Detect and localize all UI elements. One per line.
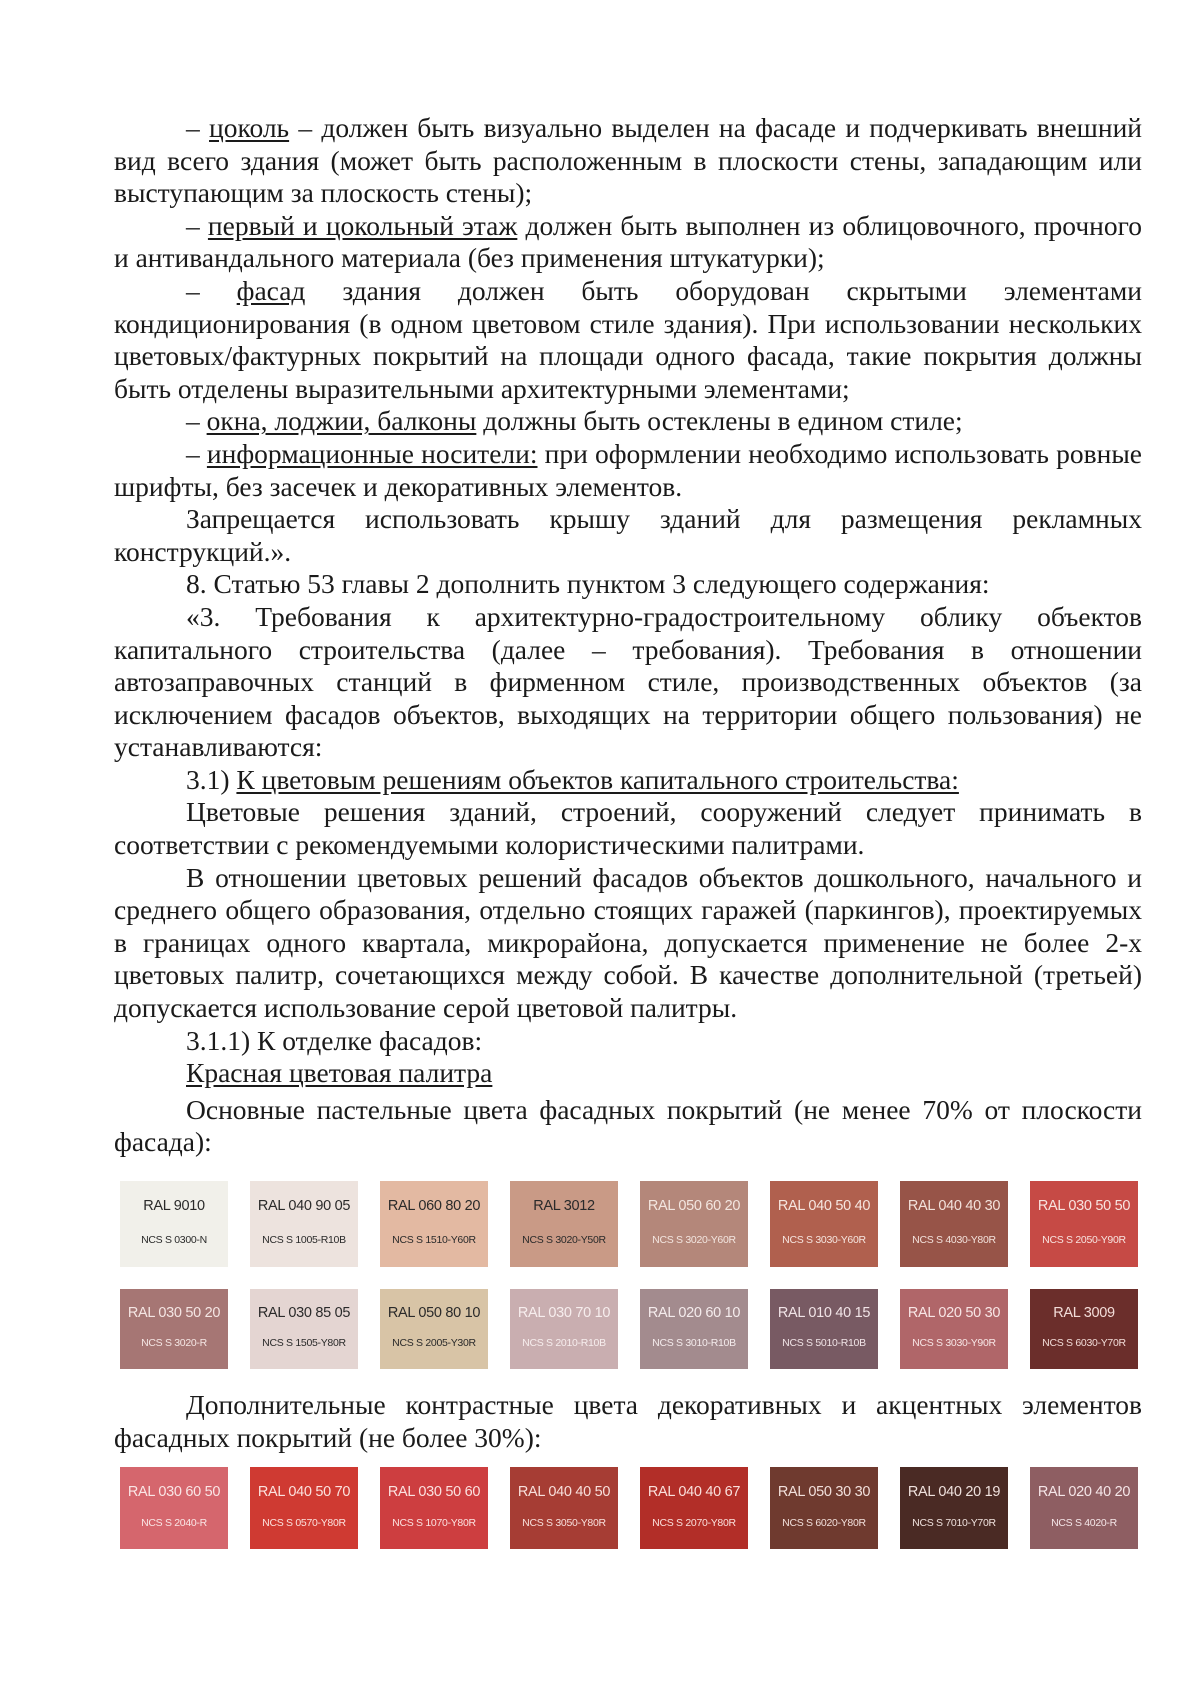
swatch-ral-code: RAL 010 40 15	[777, 1305, 871, 1321]
color-swatch	[510, 1181, 618, 1267]
swatch-ral-code: RAL 020 50 30	[907, 1305, 1001, 1321]
color-swatch	[770, 1467, 878, 1549]
swatch-ncs-code: NCS S 3010-R10B	[652, 1337, 736, 1349]
swatch-ral-code: RAL 020 40 20	[1037, 1483, 1131, 1500]
swatch-ral-code: RAL 030 50 50	[1037, 1198, 1131, 1214]
color-swatch	[250, 1181, 358, 1267]
color-swatch	[900, 1181, 1008, 1267]
paragraph-school-garages: В отношении цветовых решений фасадов объектов дошкольного, начального и среднего общего образования, отдельно стоящих гаражей (паркингов), проектируемых в границах одного квартала, микрорайона, допускается применение не более 2-х цветовых палитр, сочетающихся между собой. В качестве дополнительной (третьей) допускается использование серой цветовой палитры.	[114, 861, 1142, 1024]
swatch-ral-code: RAL 9010	[143, 1198, 205, 1214]
swatch-ncs-code: NCS S 5010-R10B	[782, 1337, 866, 1349]
color-swatch	[120, 1181, 228, 1267]
swatch-ncs-code: NCS S 4030-Y80R	[912, 1234, 996, 1246]
swatch-ral-code: RAL 040 90 05	[257, 1198, 351, 1214]
swatch-ral-code: RAL 030 50 20	[127, 1305, 221, 1321]
swatch-ral-code: RAL 030 50 60	[387, 1483, 481, 1500]
swatch-ncs-code: NCS S 2040-R	[141, 1516, 207, 1529]
swatch-ncs-code: NCS S 3030-Y90R	[912, 1337, 996, 1349]
swatch-ral-code: RAL 030 85 05	[257, 1305, 351, 1321]
swatch-ral-code: RAL 030 70 10	[517, 1305, 611, 1321]
color-swatch	[900, 1289, 1008, 1369]
heading-3-1: 3.1) К цветовым решениям объектов капитального строительства:	[186, 763, 959, 795]
swatch-ncs-code: NCS S 2050-Y90R	[1042, 1234, 1126, 1246]
swatch-ncs-code: NCS S 1070-Y80R	[392, 1516, 476, 1529]
color-swatch	[1030, 1289, 1138, 1369]
swatch-ral-code: RAL 050 80 10	[387, 1305, 481, 1321]
swatch-ncs-code: NCS S 6020-Y80R	[782, 1516, 866, 1529]
paragraph-color-solutions: Цветовые решения зданий, строений, сооружений следует принимать в соответствии с рекомендуемыми колористическими палитрами.	[114, 796, 1142, 861]
heading-3-1-1: 3.1.1) К отделке фасадов:	[186, 1024, 483, 1056]
swatch-ncs-code: NCS S 6030-Y70R	[1042, 1337, 1126, 1349]
color-swatch	[510, 1467, 618, 1549]
swatch-ral-code: RAL 030 60 50	[127, 1483, 221, 1500]
accent-palette-row	[120, 1467, 1140, 1549]
swatch-ral-code: RAL 040 40 50	[517, 1483, 611, 1500]
color-swatch	[770, 1181, 878, 1267]
paragraph-socle: – цоколь – должен быть визуально выделен на фасаде и подчеркивать внешний вид всего здания (может быть расположенным в плоскости стены, западающим или выступающим за плоскость стены);	[114, 112, 1142, 209]
swatch-ncs-code: NCS S 7010-Y70R	[912, 1516, 996, 1529]
paragraph-windows: – окна, лоджии, балконы должны быть остеклены в едином стиле;	[186, 405, 963, 437]
swatch-ral-code: RAL 050 30 30	[777, 1483, 871, 1500]
swatch-ncs-code: NCS S 2005-Y30R	[392, 1337, 476, 1349]
document-body	[114, 112, 1142, 1159]
paragraph-roof-ban: Запрещается использовать крышу зданий для размещения рекламных конструкций.».	[114, 503, 1142, 567]
color-swatch	[380, 1467, 488, 1549]
swatch-ral-code: RAL 040 50 40	[777, 1198, 871, 1214]
swatch-ral-code: RAL 3012	[533, 1198, 595, 1214]
paragraph-requirements: «3. Требования к архитектурно-градостроительному облику объектов капитального строительства (далее – требования). Требования в отношении автозаправочных станций в фирменном стиле, производственных объектов (за исключением фасадов объектов, выходящих на территории общего пользования) не устанавливаются:	[114, 600, 1142, 763]
color-swatch	[1030, 1467, 1138, 1549]
swatch-ncs-code: NCS S 1005-R10B	[262, 1234, 346, 1246]
color-swatch	[380, 1181, 488, 1267]
swatch-ral-code: RAL 040 40 67	[647, 1483, 741, 1500]
color-swatch	[1030, 1181, 1138, 1267]
color-swatch	[380, 1289, 488, 1369]
color-swatch	[120, 1467, 228, 1549]
swatch-ncs-code: NCS S 2010-R10B	[522, 1337, 606, 1349]
paragraph-item-8: 8. Статью 53 главы 2 дополнить пунктом 3 следующего содержания:	[186, 568, 990, 600]
heading-red-palette: Красная цветовая палитра	[186, 1057, 493, 1089]
color-swatch	[250, 1467, 358, 1549]
paragraph-main-colors: Основные пастельные цвета фасадных покрытий (не менее 70% от плоскости фасада):	[114, 1093, 1142, 1158]
main-palette-row-1	[120, 1181, 1140, 1267]
color-swatch	[510, 1289, 618, 1369]
color-swatch	[900, 1467, 1008, 1549]
swatch-ral-code: RAL 3009	[1053, 1305, 1115, 1321]
color-swatch	[640, 1181, 748, 1267]
paragraph-info-carriers: – информационные носители: при оформлении необходимо использовать ровные шрифты, без засечек и декоративных элементов.	[114, 437, 1143, 502]
swatch-ncs-code: NCS S 1505-Y80R	[262, 1337, 346, 1349]
swatch-ncs-code: NCS S 3020-Y60R	[652, 1234, 736, 1246]
color-swatch	[640, 1467, 748, 1549]
paragraph-ground-floor: – первый и цокольный этаж должен быть выполнен из облицовочного, прочного и антивандального материала (без применения штукатурки);	[114, 209, 1142, 274]
swatch-ncs-code: NCS S 0300-N	[141, 1234, 207, 1246]
color-swatch	[120, 1289, 228, 1369]
swatch-ncs-code: NCS S 2070-Y80R	[652, 1516, 736, 1529]
swatch-ral-code: RAL 040 20 19	[907, 1483, 1001, 1500]
paragraph-facade: – фасад здания должен быть оборудован скрытыми элементами кондиционирования (в одном цветовом стиле здания). При использовании нескольких цветовых/фактурных покрытий на площади одного фасада, такие покрытия должны быть отделены выразительными архитектурными элементами;	[114, 274, 1142, 404]
swatch-ncs-code: NCS S 3030-Y60R	[782, 1234, 866, 1246]
swatch-ncs-code: NCS S 4020-R	[1051, 1516, 1117, 1529]
swatch-ral-code: RAL 020 60 10	[647, 1305, 741, 1321]
swatch-ral-code: RAL 050 60 20	[647, 1198, 741, 1214]
swatch-ral-code: RAL 060 80 20	[387, 1198, 481, 1214]
swatch-ncs-code: NCS S 3050-Y80R	[522, 1516, 606, 1529]
swatch-ncs-code: NCS S 1510-Y60R	[392, 1234, 476, 1246]
swatch-ncs-code: NCS S 3020-R	[141, 1337, 207, 1349]
paragraph-accent-colors: Дополнительные контрастные цвета декоративных и акцентных элементов фасадных покрытий (не более 30%):	[114, 1389, 1142, 1453]
accent-intro	[114, 1389, 1142, 1454]
color-swatch	[640, 1289, 748, 1369]
swatch-ncs-code: NCS S 0570-Y80R	[262, 1516, 346, 1529]
swatch-ral-code: RAL 040 50 70	[257, 1483, 351, 1500]
swatch-ncs-code: NCS S 3020-Y50R	[522, 1234, 606, 1246]
swatch-ral-code: RAL 040 40 30	[907, 1198, 1001, 1214]
color-swatch	[250, 1289, 358, 1369]
color-swatch	[770, 1289, 878, 1369]
main-palette-row-2	[120, 1289, 1140, 1369]
